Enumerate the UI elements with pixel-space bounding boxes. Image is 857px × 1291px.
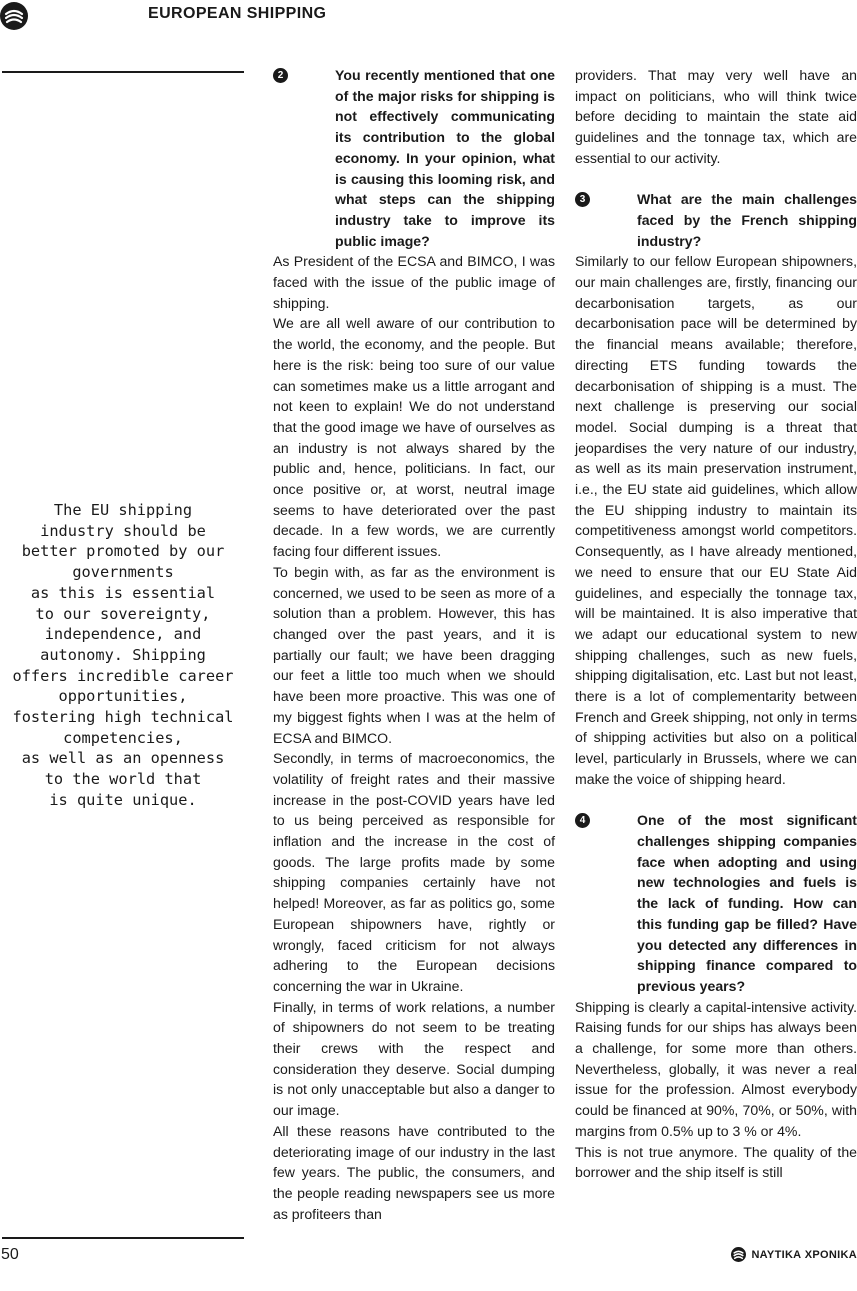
question-text: You recently mentioned that one of the major risks for shipping is not effectively communicating its contribution to the global economy. In your opinion, what is causing this looming risk, and what steps can the shipping industry take to improve its public image? [335,67,555,249]
question-text: One of the most significant challenges shipping companies face when adopting and using new technologies and fuels is the lack of funding. How can this funding gap be filled? Have you detected any differences in shipping finance compared to previous years? [637,812,857,994]
paragraph: Similarly to our fellow European shipowners, our main challenges are, firstly, financing our decarbonisation targets, as our decarbonisation pace will be determined by the financial means available; therefore, directing ETS funding towards the decarbonisation of shipping is a must. The next challenge is preserving our social model. Social dumping is a threat that jeopardises the very nature of our industry, as well as its main preservation instrument, i.e., the EU state aid guidelines, which allow the EU shipping industry to maintain its competitiveness amongst world competitors. Consequently, as I have already mentioned, we need to ensure that our EU State Aid guidelines, and especially the tonnage tax, will be maintained. It is also imperative that we adapt our educational system to new shipping challenges, such as new fuels, shipping digitalisation, etc. Last but not least, there is a lot of complementarity between French and Greek shipping, not only in terms of shipping activities but also on a political level, particularly in Brussels, where we can make the voice of shipping heard. [575,253,857,787]
question-number-badge: 4 [575,813,590,828]
top-divider [2,71,244,73]
paragraph: Shipping is clearly a capital-intensive activity. Raising funds for our ships has always been a challenge, for some more than others. Nevertheless, globally, it was never a real issue for the profession. Almost everybody could be financed at 90%, 70%, or 50%, with margins from 0.5% up to 3 % or 4%. [575,998,857,1139]
question-2 [273,65,555,251]
publication-brand [731,1247,857,1262]
section-title: EUROPEAN SHIPPING [148,5,327,22]
brand-name: ΝΑΥΤΙΚΑ ΧΡΟΝΙΚΑ [751,1248,857,1261]
paragraph: To begin with, as far as the environment is concerned, we used to be seen as more of a solution than a problem. However, this has changed over the past years, and it is partially our fault; we have been dragging our feet a little too much when we should have been more proactive. This was one of my biggest fights when I was at the helm of ECSA and BIMCO. [273,563,555,746]
pull-quote: The EU shipping industry should be better promoted by our governments as this is essential to our sovereignty, independence, and autonomy. Shipping offers incredible career opportunities, fostering high technical competencies, as well as an openness to the world that is quite unique. [12,501,234,809]
question-3 [575,189,857,251]
right-column [575,65,857,1183]
paragraph: Finally, in terms of work relations, a number of shipowners do not seem to be treating their crews with the respect and consideration they deserve. Social dumping is not only unacceptable but also a danger to our image. [273,998,555,1119]
question-4 [575,810,857,996]
question-number-badge: 2 [273,68,288,83]
paragraph: We are all well aware of our contribution to the world, the economy, and the people. But here is the risk: being too sure of our value can sometimes make us a little arrogant and not keen to explain! We do not understand that the good image we have of ourselves as an industry is not always shared by the public and, hence, politicians. In fact, our once positive or, at worst, neutral image seems to have deteriorated over the past decade. In a few words, we are currently facing four different issues. [273,315,555,560]
paragraph: providers. That may very well have an impact on politicians, who will think twice before deciding to maintain the state aid guidelines and the tonnage tax, which are essential to our activity. [575,67,857,166]
paragraph: Secondly, in terms of macroeconomics, the volatility of freight rates and their massive increase in the post-COVID years have led to us being perceived as responsible for inflation and the increase in the cost of goods. The large profits made by some shipping companies certainly have not helped! Moreover, as far as politics go, some European shipowners have, rightly or wrongly, faced criticism for not always adhering to the European decisions concerning the war in Ukraine. [273,750,555,994]
wave-logo-icon [0,2,28,30]
question-number-badge: 3 [575,192,590,207]
middle-column [273,65,555,1224]
page-number: 50 [1,1246,19,1263]
wave-logo-icon [731,1247,746,1262]
paragraph: This is not true anymore. The quality of the borrower and the ship itself is still [575,1143,857,1181]
paragraph: As President of the ECSA and BIMCO, I was faced with the issue of the public image of shipping. [273,253,555,311]
paragraph: All these reasons have contributed to the deteriorating image of our industry in the last few years. The public, the consumers, and the people reading newspapers see us more as profiteers than [273,1122,555,1222]
question-text: What are the main challenges faced by the French shipping industry? [637,191,857,249]
bottom-divider [2,1237,244,1239]
